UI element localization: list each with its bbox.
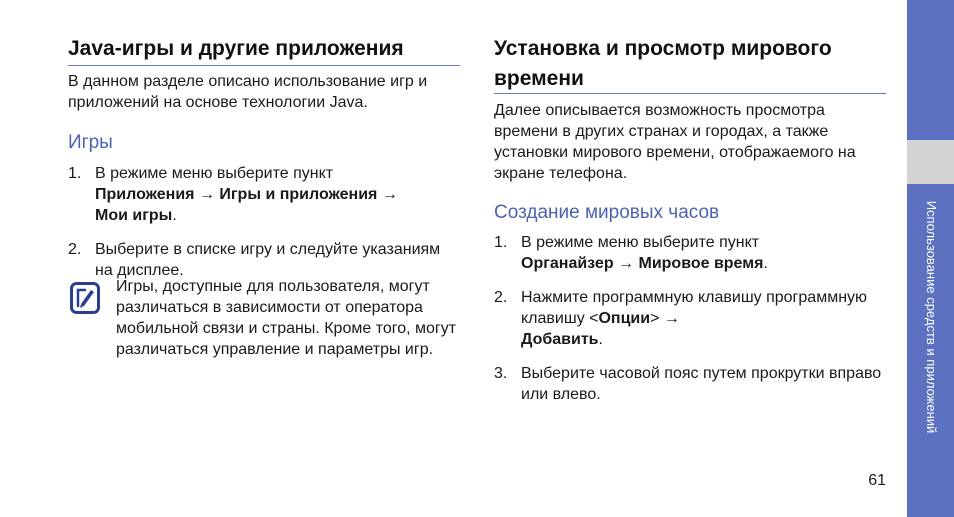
page-number: 61: [868, 472, 886, 489]
list-item: [68, 239, 460, 281]
punctuation: .: [763, 255, 768, 272]
world-clock-steps-list: [494, 232, 886, 418]
chapter-label: Использование средств и приложений: [924, 200, 939, 434]
subsection-title-games: Игры: [68, 132, 113, 153]
list-item: [494, 232, 886, 274]
step-text: Выберите в списке игру и следуйте указаниям на дисплее.: [95, 241, 441, 279]
arrow-icon: →: [377, 186, 398, 203]
intro-paragraph: В данном разделе описано использование игр и приложений на основе технологии Java.: [68, 73, 428, 111]
list-item: [494, 287, 886, 350]
menu-path-item: Приложения: [95, 186, 195, 203]
note-pencil-icon: [70, 282, 100, 314]
step-text: Нажмите программную клавишу программную клавишу <: [521, 289, 868, 327]
arrow-icon: →: [194, 186, 220, 203]
section-title-java: Java-игры и другие приложения: [68, 37, 404, 60]
arrow-icon: > →: [650, 310, 680, 327]
title-divider: [494, 93, 886, 94]
punctuation: .: [172, 207, 177, 224]
intro-paragraph: Далее описывается возможность просмотра времени в других странах и городах, а также установки мирового времени, отображаемого на экране телефона.: [494, 102, 856, 182]
menu-path-item: Мировое время: [638, 255, 764, 272]
note-block: [68, 276, 460, 360]
step-text: Выберите часовой пояс путем прокрутки вправо или влево.: [521, 365, 882, 403]
section-title-world-time: Установка и просмотр мирового времени: [494, 37, 832, 90]
softkey-label: Опции: [598, 310, 651, 327]
step-number: 2.: [494, 289, 508, 306]
punctuation: .: [598, 331, 603, 348]
note-text: Игры, доступные для пользователя, могут различаться в зависимости от оператора мобильной связи и страны. Кроме того, могут различаться управление и параметры игр.: [116, 278, 457, 358]
subsection-title-world-clock: Создание мировых часов: [494, 202, 720, 223]
step-number: 1.: [494, 234, 508, 251]
menu-path-item: Игры и приложения: [219, 186, 378, 203]
title-divider: [68, 65, 460, 66]
step-text: В режиме меню выберите пункт: [95, 165, 334, 182]
list-item: [494, 363, 886, 405]
list-item: [68, 163, 460, 226]
chapter-tab-marker: [907, 140, 954, 184]
menu-path-item: Мои игры: [95, 207, 173, 224]
step-number: 1.: [68, 165, 82, 182]
menu-path-item: Добавить: [521, 331, 599, 348]
games-steps-list: [68, 163, 460, 294]
step-number: 2.: [68, 241, 82, 258]
menu-path-item: Органайзер: [521, 255, 614, 272]
step-number: 3.: [494, 365, 508, 382]
step-text: В режиме меню выберите пункт: [521, 234, 760, 251]
arrow-icon: →: [613, 255, 639, 272]
